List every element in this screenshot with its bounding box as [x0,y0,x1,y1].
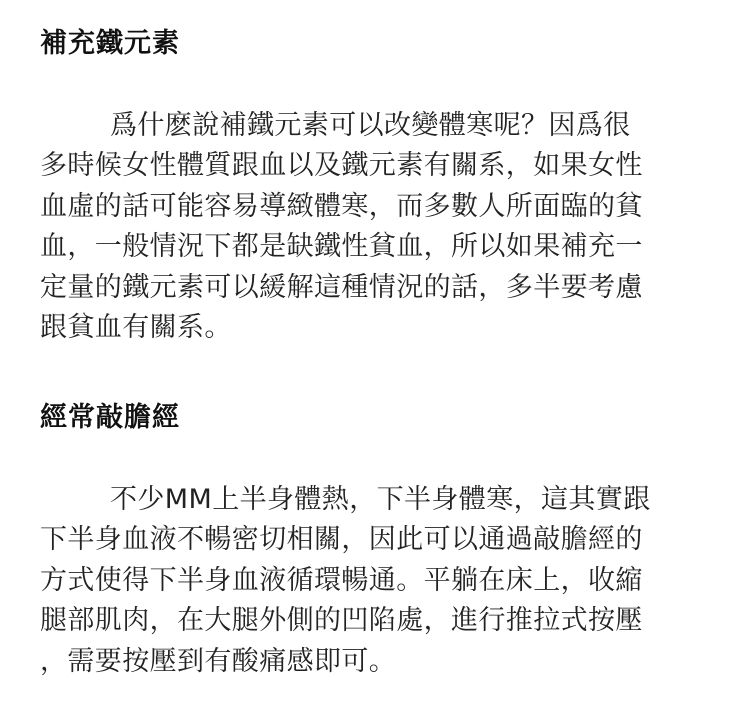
paragraph-line: 多時候女性體質跟血以及鐵元素有關系，如果女性 [40,150,643,182]
paragraph-line: 不少MM上半身體熱，下半身體寒，這其實跟 [110,484,651,515]
paragraph-line: 下半身血液不暢密切相關，因此可以通過敲膽經的 [40,524,643,556]
paragraph-text [40,480,720,682]
paragraph-line: 血，一般情況下都是缺鐵性貧血，所以如果補充一 [40,231,643,263]
paragraph-line: ，需要按壓到有酸痛感即可。 [40,645,397,677]
paragraph-iron [40,106,720,348]
heading-text: 補充鐵元素 [40,28,180,59]
heading-text: 經常敲膽經 [40,402,180,433]
paragraph-line: 血虛的話可能容易導緻體寒，而多數人所面臨的貧 [40,190,643,222]
section-heading-gallbladder [40,400,720,436]
paragraph-line: 定量的鐵元素可以緩解這種情況的話，多半要考慮 [40,271,643,303]
paragraph-line: 腿部肌肉，在大腿外側的凹陷處，進行推拉式按壓 [40,605,643,637]
paragraph-gallbladder [40,480,720,682]
section-heading-iron [40,26,720,62]
paragraph-line: 爲什麽說補鐵元素可以改變體寒呢？因爲很 [110,110,631,141]
paragraph-text [40,106,720,348]
paragraph-line: 方式使得下半身血液循環暢通。平躺在床上，收縮 [40,564,643,596]
paragraph-line: 跟貧血有關系。 [40,312,232,344]
